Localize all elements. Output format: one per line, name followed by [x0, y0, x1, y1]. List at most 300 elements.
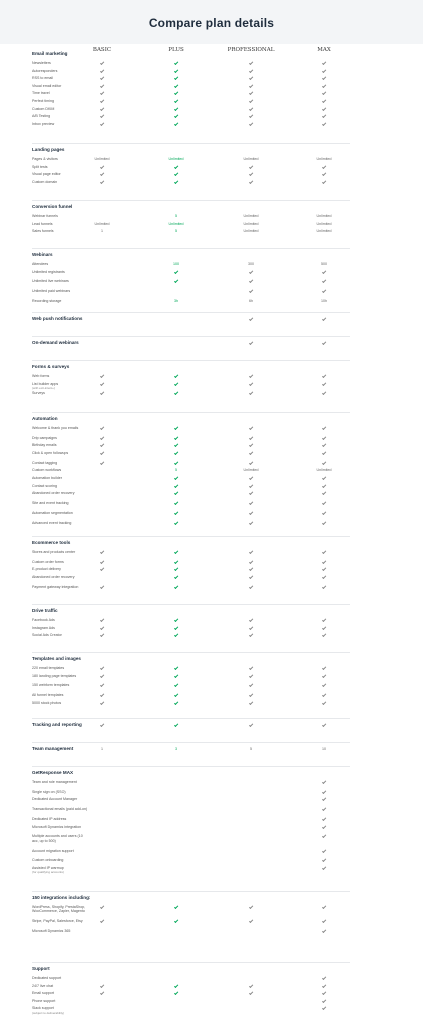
check-icon: [174, 491, 178, 495]
check-icon: [249, 391, 253, 395]
check-icon: [100, 443, 104, 447]
check-icon: [322, 618, 326, 622]
check-icon: [100, 165, 104, 169]
value-cell-professional: Unlimited: [243, 229, 259, 234]
feature-label: Assisted IP warmup (for qualifying accounts): [32, 866, 90, 874]
value-cell-professional: 300: [248, 262, 254, 266]
check-icon: [100, 69, 104, 73]
section-divider: [32, 742, 350, 743]
check-icon: [249, 270, 253, 274]
check-icon: [249, 991, 253, 995]
check-icon: [100, 451, 104, 455]
feature-label: Visual page editor: [32, 172, 61, 177]
check-icon: [249, 701, 253, 705]
check-icon: [322, 849, 326, 853]
check-icon: [322, 919, 326, 923]
check-icon: [249, 107, 253, 111]
check-icon: [174, 991, 178, 995]
check-icon: [100, 674, 104, 678]
check-icon: [249, 991, 253, 995]
check-icon: [249, 683, 253, 687]
check-icon: [322, 984, 326, 988]
feature-label: Stripe, PayPal, Salesforce, Etsy: [32, 919, 83, 924]
check-icon: [249, 633, 253, 637]
feature-label: 150 webform templates: [32, 683, 70, 688]
check-icon: [100, 436, 104, 440]
check-icon: [322, 107, 326, 111]
check-icon: [174, 585, 178, 589]
feature-label: Pages & visitors: [32, 157, 58, 161]
check-icon: [249, 69, 253, 73]
check-icon: [100, 723, 104, 727]
check-icon: [174, 461, 178, 465]
feature-label: Email support: [32, 991, 54, 996]
check-icon: [249, 626, 253, 630]
check-icon: [174, 575, 178, 579]
check-icon: [322, 180, 326, 184]
check-icon: [174, 919, 178, 923]
check-icon: [322, 436, 326, 440]
check-icon: [322, 491, 326, 495]
check-icon: [174, 984, 178, 988]
check-icon: [100, 585, 104, 589]
value-cell-max: Unlimited: [316, 468, 332, 473]
check-icon: [174, 84, 178, 88]
plan-header-professional: PROFESSIONAL: [227, 47, 275, 53]
check-icon: [249, 666, 253, 670]
check-icon: [249, 279, 253, 283]
check-icon: [322, 976, 326, 980]
feature-label: Custom onboarding: [32, 858, 64, 863]
check-icon: [322, 114, 326, 118]
check-icon: [249, 122, 253, 126]
section-title: Conversion funnel: [32, 204, 73, 209]
value-cell-basic: Unlimited: [94, 157, 110, 161]
feature-label: Microsoft Dynamics 365: [32, 928, 71, 933]
check-icon: [322, 172, 326, 176]
check-icon: [174, 511, 178, 515]
check-icon: [249, 61, 253, 65]
check-icon: [249, 165, 253, 169]
check-icon: [322, 443, 326, 447]
check-icon: [100, 69, 104, 73]
check-icon: [322, 391, 326, 395]
feature-sublabel: (with exit-intent+): [32, 385, 55, 390]
check-icon: [100, 76, 104, 80]
check-icon: [174, 172, 178, 176]
check-icon: [174, 122, 178, 126]
check-icon: [322, 567, 326, 571]
check-icon: [249, 341, 253, 345]
check-icon: [100, 114, 104, 118]
check-icon: [174, 391, 178, 395]
check-icon: [322, 984, 326, 988]
check-icon: [100, 693, 104, 697]
check-icon: [249, 426, 253, 430]
check-icon: [322, 858, 326, 862]
check-icon: [249, 567, 253, 571]
check-icon: [322, 61, 326, 65]
feature-label: Custom order forms: [32, 559, 64, 564]
check-icon: [322, 929, 326, 933]
feature-label: Team and role management: [32, 780, 77, 784]
check-icon: [322, 575, 326, 579]
check-icon: [249, 172, 253, 176]
check-icon: [322, 999, 326, 1003]
check-icon: [174, 984, 178, 988]
check-icon: [249, 585, 253, 589]
check-icon: [322, 476, 326, 480]
feature-label: Dedicated Account Manager: [32, 797, 78, 802]
check-icon: [174, 91, 178, 95]
check-icon: [249, 436, 253, 440]
check-icon: [100, 626, 104, 630]
feature-label: Inbox preview: [32, 121, 55, 126]
feature-label: Unlimited live webinars: [32, 279, 69, 284]
check-icon: [100, 114, 104, 118]
check-icon: [249, 341, 253, 345]
check-icon: [249, 683, 253, 687]
check-icon: [100, 585, 104, 589]
feature-label: Slack support (subject to deliverability): [32, 1006, 90, 1014]
check-icon: [100, 76, 104, 80]
feature-label: Account migration support: [32, 848, 74, 853]
check-icon: [100, 919, 104, 923]
check-icon: [322, 341, 326, 345]
check-icon: [322, 61, 326, 65]
check-icon: [249, 666, 253, 670]
value-cell-plus: 5: [175, 468, 177, 473]
check-icon: [249, 476, 253, 480]
feature-label: Single sign on (SSO): [32, 789, 66, 794]
check-icon: [322, 165, 326, 169]
check-icon: [322, 626, 326, 630]
feature-label: Multiple accounts and users (10 acc, up to 500): [32, 834, 83, 843]
check-icon: [322, 279, 326, 283]
check-icon: [249, 550, 253, 554]
check-icon: [322, 683, 326, 687]
check-icon: [100, 374, 104, 378]
check-icon: [249, 76, 253, 80]
check-icon: [249, 61, 253, 65]
check-icon: [100, 443, 104, 447]
section-divider: [32, 536, 350, 537]
check-icon: [174, 270, 178, 274]
check-icon: [322, 585, 326, 589]
check-icon: [322, 560, 326, 564]
feature-label: WordPress, Shopify, PrestaShop, WooCommerce, Zapier, Magento: [32, 905, 86, 914]
check-icon: [249, 575, 253, 579]
feature-label: Lead funnels: [32, 221, 53, 226]
check-icon: [174, 436, 178, 440]
check-icon: [249, 114, 253, 118]
check-icon: [322, 69, 326, 73]
check-icon: [322, 501, 326, 505]
check-icon: [322, 790, 326, 794]
check-icon: [322, 484, 326, 488]
check-icon: [322, 476, 326, 480]
value-cell-max: 10h: [321, 299, 327, 303]
value-cell-basic: Unlimited: [94, 221, 110, 226]
check-icon: [174, 172, 178, 176]
section-title: 150 integrations including:: [32, 895, 91, 900]
check-icon: [174, 521, 178, 525]
check-icon: [174, 461, 178, 465]
check-icon: [322, 391, 326, 395]
check-icon: [322, 825, 326, 829]
check-icon: [249, 905, 253, 909]
check-icon: [249, 701, 253, 705]
check-icon: [322, 999, 326, 1003]
check-icon: [249, 172, 253, 176]
feature-label: A/B Testing: [32, 114, 51, 119]
check-icon: [174, 674, 178, 678]
section-title: Web push notifications: [32, 316, 83, 321]
check-icon: [322, 91, 326, 95]
check-icon: [249, 451, 253, 455]
check-icon: [249, 374, 253, 378]
plan-header-basic: BASIC: [92, 47, 112, 53]
check-icon: [322, 451, 326, 455]
check-icon: [322, 866, 326, 870]
value-cell-plus: Unlimited: [168, 157, 184, 161]
page-title: Compare plan details: [148, 16, 275, 30]
check-icon: [174, 382, 178, 386]
check-icon: [100, 436, 104, 440]
section-title: Team management: [32, 746, 74, 751]
check-icon: [322, 382, 326, 386]
check-icon: [249, 107, 253, 111]
value-cell-plus: Unlimited: [168, 221, 184, 226]
check-icon: [100, 461, 104, 465]
check-icon: [174, 567, 178, 571]
section-divider: [32, 766, 350, 767]
check-icon: [174, 560, 178, 564]
feature-label: Autoresponders: [32, 68, 58, 73]
check-icon: [249, 674, 253, 678]
value-cell-plus: 3: [175, 746, 177, 751]
check-icon: [249, 585, 253, 589]
check-icon: [322, 849, 326, 853]
check-icon: [322, 723, 326, 727]
check-icon: [100, 723, 104, 727]
section-title: Forms & surveys: [32, 364, 70, 369]
check-icon: [100, 991, 104, 995]
value-cell-plus: 5: [175, 214, 177, 218]
section-title: Drive traffic: [32, 608, 58, 613]
check-icon: [322, 825, 326, 829]
check-icon: [174, 560, 178, 564]
check-icon: [100, 693, 104, 697]
check-icon: [174, 693, 178, 697]
check-icon: [249, 443, 253, 447]
check-icon: [249, 289, 253, 293]
check-icon: [249, 511, 253, 515]
check-icon: [100, 61, 104, 65]
check-icon: [249, 443, 253, 447]
value-cell-plus: 100: [173, 262, 179, 266]
check-icon: [100, 180, 104, 184]
check-icon: [322, 701, 326, 705]
check-icon: [100, 701, 104, 705]
value-cell-max: Unlimited: [316, 221, 332, 226]
check-icon: [249, 165, 253, 169]
check-icon: [249, 484, 253, 488]
feature-label: Birthday emails: [32, 443, 57, 448]
check-icon: [174, 99, 178, 103]
check-icon: [100, 984, 104, 988]
check-icon: [322, 905, 326, 909]
check-icon: [174, 511, 178, 515]
check-icon: [322, 91, 326, 95]
check-icon: [322, 618, 326, 622]
check-icon: [174, 484, 178, 488]
check-icon: [249, 76, 253, 80]
check-icon: [322, 521, 326, 525]
feature-label: Drip campaigns: [32, 435, 57, 440]
check-icon: [322, 550, 326, 554]
check-icon: [174, 905, 178, 909]
feature-sublabel: (subject to deliverability): [32, 1010, 65, 1015]
check-icon: [249, 99, 253, 103]
check-icon: [322, 633, 326, 637]
plan-header-max: MAX: [317, 47, 331, 53]
check-icon: [322, 666, 326, 670]
feature-label: Unlimited paid webinars: [32, 289, 71, 294]
check-icon: [322, 122, 326, 126]
check-icon: [174, 521, 178, 525]
check-icon: [249, 550, 253, 554]
check-icon: [322, 165, 326, 169]
check-icon: [322, 374, 326, 378]
feature-label: All funnel templates: [32, 693, 64, 698]
check-icon: [174, 618, 178, 622]
check-icon: [249, 521, 253, 525]
check-icon: [322, 491, 326, 495]
check-icon: [100, 172, 104, 176]
check-icon: [174, 550, 178, 554]
feature-sublabel: (for qualifying accounts): [32, 870, 64, 875]
check-icon: [100, 626, 104, 630]
check-icon: [322, 341, 326, 345]
check-icon: [100, 560, 104, 564]
section-divider: [32, 412, 350, 413]
value-cell-professional: Unlimited: [243, 157, 259, 161]
check-icon: [100, 550, 104, 554]
check-icon: [100, 107, 104, 111]
check-icon: [322, 1006, 326, 1010]
feature-label: Recording storage: [32, 299, 62, 303]
check-icon: [100, 550, 104, 554]
check-icon: [249, 560, 253, 564]
check-icon: [249, 374, 253, 378]
value-cell-plus: 5: [175, 229, 177, 234]
section-divider: [32, 143, 350, 144]
value-cell-professional: Unlimited: [243, 214, 259, 218]
check-icon: [174, 626, 178, 630]
check-icon: [174, 633, 178, 637]
check-icon: [249, 484, 253, 488]
check-icon: [322, 797, 326, 801]
feature-label: Newsletters: [32, 61, 51, 65]
feature-label: Attendees: [32, 262, 49, 266]
check-icon: [174, 391, 178, 395]
feature-label: Advanced event tracking: [32, 520, 72, 525]
feature-label: Automation builder: [32, 476, 62, 480]
check-icon: [322, 107, 326, 111]
check-icon: [100, 633, 104, 637]
check-icon: [322, 693, 326, 697]
check-icon: [322, 666, 326, 670]
check-icon: [174, 618, 178, 622]
check-icon: [322, 701, 326, 705]
check-icon: [322, 382, 326, 386]
section-divider: [32, 312, 350, 313]
feature-label: Social Ads Creator: [32, 633, 62, 638]
check-icon: [100, 91, 104, 95]
check-icon: [100, 451, 104, 455]
check-icon: [322, 674, 326, 678]
check-icon: [249, 618, 253, 622]
check-icon: [174, 633, 178, 637]
section-title: Support: [32, 966, 50, 971]
feature-label: Custom domain: [32, 179, 58, 184]
check-icon: [174, 550, 178, 554]
check-icon: [322, 723, 326, 727]
value-cell-professional: Unlimited: [243, 468, 259, 473]
feature-label: Sales funnels: [32, 229, 54, 234]
feature-label: Dedicated IP address: [32, 817, 67, 821]
check-icon: [100, 674, 104, 678]
check-icon: [249, 69, 253, 73]
check-icon: [322, 919, 326, 923]
check-icon: [174, 165, 178, 169]
check-icon: [322, 834, 326, 838]
check-icon: [249, 501, 253, 505]
section-title: Landing pages: [32, 147, 65, 152]
feature-label: E-product delivery: [32, 567, 61, 572]
check-icon: [100, 666, 104, 670]
check-icon: [249, 633, 253, 637]
check-icon: [100, 905, 104, 909]
check-icon: [249, 723, 253, 727]
check-icon: [100, 984, 104, 988]
value-cell-max: Unlimited: [316, 229, 332, 234]
check-icon: [174, 69, 178, 73]
check-icon: [174, 382, 178, 386]
check-icon: [322, 461, 326, 465]
plan-header-plus: PLUS: [168, 47, 184, 53]
check-icon: [322, 560, 326, 564]
check-icon: [174, 436, 178, 440]
check-icon: [322, 180, 326, 184]
check-icon: [322, 866, 326, 870]
check-icon: [100, 426, 104, 430]
feature-label: Custom workflows: [32, 468, 62, 473]
check-icon: [100, 666, 104, 670]
check-icon: [249, 919, 253, 923]
check-icon: [249, 905, 253, 909]
check-icon: [322, 511, 326, 515]
section-divider: [32, 336, 350, 337]
check-icon: [174, 919, 178, 923]
check-icon: [322, 76, 326, 80]
check-icon: [174, 180, 178, 184]
check-icon: [174, 76, 178, 80]
section-title: Tracking and reporting: [32, 722, 82, 727]
check-icon: [100, 172, 104, 176]
check-icon: [249, 317, 253, 321]
